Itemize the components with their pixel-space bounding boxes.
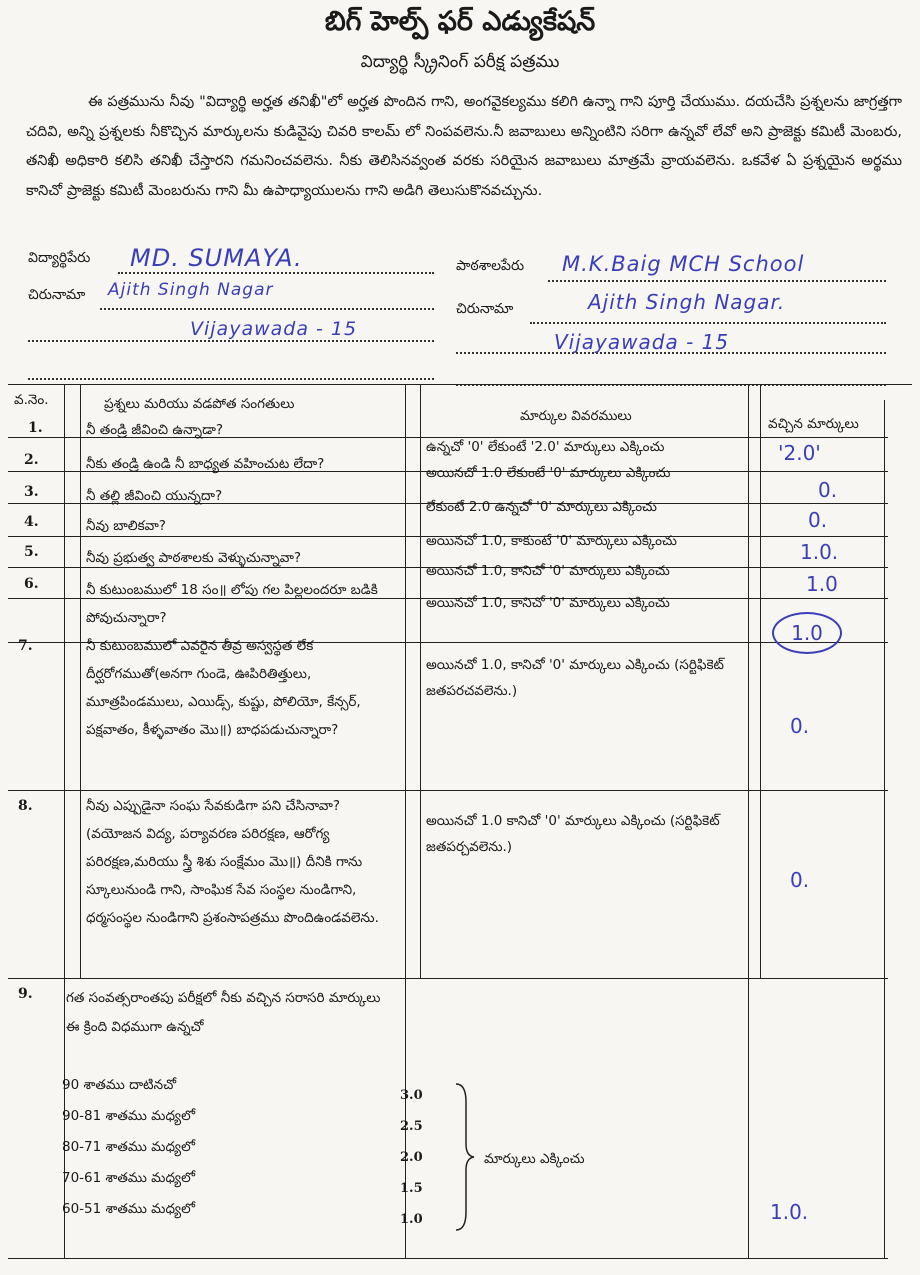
row-number: 6.: [24, 576, 39, 592]
table-border-bottom: [8, 1258, 888, 1259]
range-label: 60-51 శాతము మధ్యలో: [62, 1201, 195, 1217]
student-address-line3: [28, 378, 434, 380]
table-rule: [8, 978, 888, 979]
range-value: 1.0: [400, 1212, 423, 1227]
student-name-value[interactable]: MD. SUMAYA.: [130, 244, 303, 272]
school-name-line: [548, 280, 886, 282]
instructions-paragraph: ఈ పత్రమును నీవు "విద్యార్థి అర్హత తనిఖీ"లో అర్హత పొందిన గాని, అంగవైకల్యము కలిగి ఉన్నా గాని పూర్తి చేయుము. దయచేసి ప్రశ్నలను జాగ్రత్తగా చదివి, అన్ని ప్రశ్నలకు నీకొచ్చిన మార్కులను కుడివైపు చివరి కాలమ్ లో నింపవలెను.నీ జవాబులు అన్నింటిని సరిగా ఉన్నవో లేవో అని ప్రాజెక్టు కమిటీ మెంబరు, తనిఖీ అధికారి కలిసి తనిఖీ చేస్తారని గమనించవలెను. నీకు తెలిసినవ్వంత వరకు సరియైన జవాబులు మాత్రమే వ్రాయవలెను. ఒకవేళ ఏ ప్రశ్నయైన అర్థము కానిచో ప్రాజెక్టు కమిటీ మెంబరును గాని మీ ఉపాధ్యాయులను గాని అడిగి తెలుసుకొనవచ్చును.: [26, 94, 902, 199]
school-address-line1: [530, 322, 886, 324]
row-number: 7.: [18, 638, 33, 654]
row-marks: అయినచో 1.0, కానిచో '0' మార్కులు ఎక్కించు: [426, 595, 670, 611]
curly-brace-icon: [448, 1082, 478, 1232]
row-score[interactable]: 1.0: [772, 612, 842, 654]
school-name-value[interactable]: M.K.Baig MCH School: [562, 252, 805, 276]
row-number: 8.: [18, 798, 33, 814]
school-address-value2[interactable]: Vijayawada - 15: [554, 330, 730, 354]
table-rule: [8, 790, 888, 791]
range-value: 3.0: [400, 1088, 423, 1103]
document-subtitle: విద్యార్థి స్క్రీనింగ్ పరీక్ష పత్రము: [360, 52, 560, 72]
range-label: 70-61 శాతము మధ్యలో: [62, 1170, 195, 1186]
student-name-line: [118, 272, 434, 274]
header-questions: ప్రశ్నలు మరియు వడపోత సంగతులు: [104, 396, 295, 412]
school-address-label: చిరునామా: [456, 301, 514, 317]
row-marks: అయినచో 1.0, కానిచో '0' మార్కులు ఎక్కించు (సర్టిఫికెట్ జతపరచవలెను.): [426, 657, 724, 699]
row-question: నీవు ప్రభుత్వ పాఠశాలకు వెళ్ళుచున్నావా?: [86, 550, 302, 566]
row-question: నీవు బాలికవా?: [86, 518, 166, 534]
row-number: 5.: [24, 544, 39, 560]
table-col-divider: [760, 384, 761, 978]
row-number: 3.: [24, 484, 39, 500]
range-label: 90-81 శాతము మధ్యలో: [62, 1108, 195, 1124]
row-score[interactable]: 0.: [790, 714, 810, 738]
school-name-label: పాఠశాలపేరు: [456, 258, 525, 274]
row-marks: అయినచో 1.0, కానిచో '0' మార్కులు ఎక్కించు: [426, 563, 670, 579]
header-marks-received: వచ్చిన మార్కులు: [768, 416, 859, 432]
range-label: 80-71 శాతము మధ్యలో: [62, 1139, 195, 1155]
row-marks: అయినచో 1.0 కానిచో '0' మార్కులు ఎక్కించు (సర్టిఫికెట్ జతపర్చవలెను.): [426, 813, 720, 855]
row-question: నీ తల్లి జీవించి యున్నదా?: [86, 488, 223, 504]
student-address-value2[interactable]: Vijayawada - 15: [190, 318, 358, 340]
student-address-line2: [28, 340, 434, 342]
row-question: గత సంవత్సరాంతపు పరీక్షలో నీకు వచ్చిన సరాసరి మార్కులు ఈ క్రింది విధముగా ఉన్నచో: [66, 990, 381, 1035]
student-address-value1[interactable]: Ajith Singh Nagar: [108, 280, 274, 300]
row-score[interactable]: 1.0.: [770, 1200, 809, 1224]
row-score[interactable]: 0.: [808, 508, 828, 532]
row-number: 4.: [24, 514, 39, 530]
row-marks: మార్కులు ఎక్కించు: [484, 1151, 585, 1167]
range-value: 1.5: [400, 1181, 423, 1196]
row-question: నీ తండ్రి జీవించి ఉన్నాడా?: [86, 422, 224, 438]
header-marks-details: మార్కుల వివరములు: [520, 408, 632, 424]
student-name-label: విద్యార్థిపేరు: [28, 250, 91, 266]
table-col-divider: [748, 384, 749, 1258]
row-score[interactable]: 0.: [818, 478, 838, 502]
student-address-line1: [100, 308, 434, 310]
row-question: నీకు తండ్రి ఉండి నీ బాధ్యత వహించుట లేదా?: [86, 456, 325, 472]
row-score[interactable]: 1.0: [806, 572, 838, 596]
header-serial: వ.నెం.: [14, 392, 49, 408]
row-question: నీవు ఎప్పుడైనా సంఘ సేవకుడిగా పని చేసినావా? (వయోజన విద్య, పర్యావరణ పరిరక్షణ, ఆరోగ్య పరిరక్షణ,మరియు స్త్రీ శిశు సంక్షేమం మొ॥) దీనికి గాను స్కూలునుండి గాని, సాంఘిక సేవ సంస్థల నుండిగాని, ధర్మసంస్థల నుండిగాని ప్రశంసాపత్రము పొందిఉండవలెను.: [86, 798, 379, 926]
row-marks: అయినచో 1.0, కాకుంటే '0' మార్కులు ఎక్కించు: [426, 533, 677, 549]
row-score[interactable]: 1.0.: [800, 540, 839, 564]
range-value: 2.0: [400, 1150, 423, 1165]
range-label: 90 శాతము దాటినచో: [62, 1077, 177, 1093]
range-value: 2.5: [400, 1119, 423, 1134]
table-border-right: [884, 400, 885, 1258]
student-address-label: చిరునామా: [28, 287, 86, 303]
row-question: నీ కుటుంబములో ఎవరైన తీవ్ర అస్వస్థత లేక దీర్ఘరోగముతో(అనగా గుండె, ఊపిరితిత్తులు, మూత్రపిండములు, ఎయిడ్స్, కుష్టు, పోలియో, కేన్సర్, పక్షవాతం, కీళ్ళవాతం మొ॥) బాధపడుచున్నారా?: [86, 638, 361, 738]
document-title: బిగ్ హెల్ప్ ఫర్ ఎడ్యుకేషన్: [324, 6, 596, 37]
row-score[interactable]: '2.0': [778, 441, 821, 465]
row-marks: ఉన్నచో '0' లేకుంటే '2.0' మార్కులు ఎక్కించు: [426, 439, 665, 455]
table-border-top: [8, 384, 912, 385]
row-score[interactable]: 0.: [790, 868, 810, 892]
table-col-divider: [420, 384, 421, 978]
row-marks: లేకుంటే 2.0 ఉన్నచో '0' మార్కులు ఎక్కించు: [426, 499, 657, 515]
row-number: 1.: [28, 420, 43, 436]
row-number: 2.: [24, 452, 39, 468]
row-marks: అయినచో 1.0 లేకుంటే '0' మార్కులు ఎక్కించు: [426, 465, 671, 481]
row-question: నీ కుటుంబములో 18 సం॥ లోపు గల పిల్లలందరూ బడికి పోవుచున్నారా?: [86, 582, 378, 626]
row-number: 9.: [18, 986, 33, 1002]
school-address-value1[interactable]: Ajith Singh Nagar.: [588, 290, 786, 314]
table-col-divider: [80, 384, 81, 978]
